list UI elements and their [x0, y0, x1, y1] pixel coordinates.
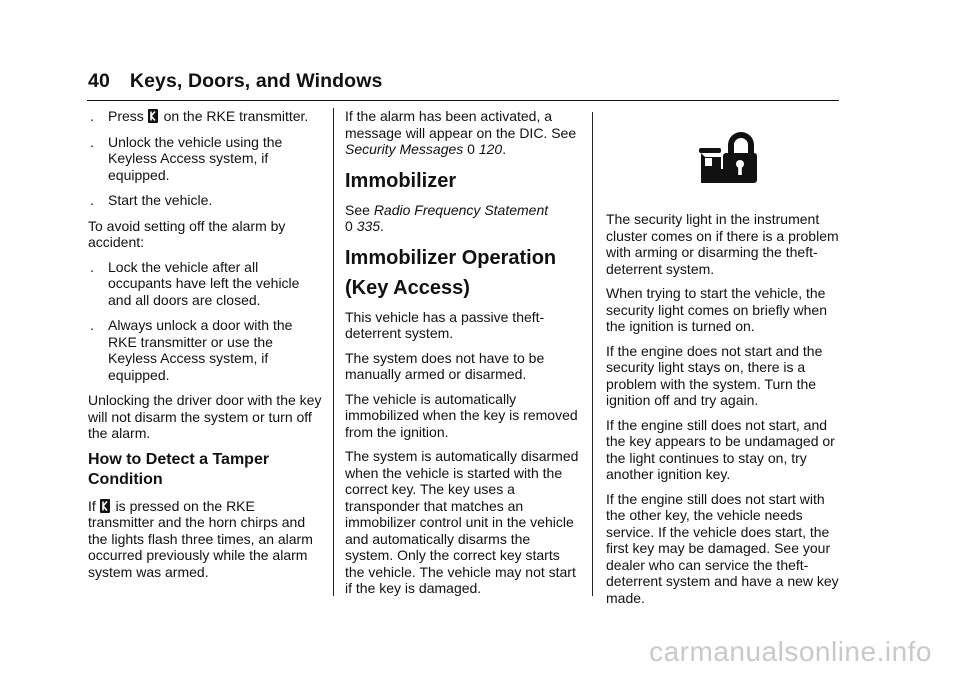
- paragraph: The security light in the instrument cluster comes on if there is a problem with arming or disarming the theft-deterrent system.: [606, 211, 839, 277]
- page-header: [88, 70, 382, 93]
- bullet-marker: .: [90, 258, 94, 275]
- paragraph: The vehicle is automatically immobilized when the key is removed from the ignition.: [345, 390, 578, 440]
- section-title: Keys, Doors, and Windows: [129, 70, 383, 92]
- list-item: . Press on the RKE transmitter.: [90, 108, 309, 124]
- bullet-marker: .: [90, 317, 94, 333]
- page-arrow-icon: 0: [467, 141, 475, 157]
- header-rule: [87, 100, 839, 101]
- paragraph: If the engine does not start and the security light stays on, there is a problem with the system. Turn the ignition off and try again.: [606, 342, 823, 408]
- page-reference[interactable]: 120: [478, 141, 503, 157]
- section-heading: How to Detect a Tamper Condition: [88, 450, 270, 488]
- bullet-marker: .: [90, 192, 94, 208]
- column-divider-1: [333, 108, 334, 596]
- column-2: [345, 108, 580, 605]
- paragraph: Unlocking the driver door with the key will not disarm the system or turn off the alarm.: [88, 392, 322, 441]
- bullet-marker: .: [90, 108, 94, 124]
- column-1: [88, 108, 324, 588]
- paragraph: See Radio Frequency Statement 0 335.: [345, 201, 549, 234]
- section-heading: Immobilizer: [345, 169, 457, 192]
- paragraph: This vehicle has a passive theft-deterrent system.: [345, 308, 545, 341]
- column-divider-2: [592, 112, 593, 596]
- security-lock-icon: [693, 131, 757, 185]
- key-fob-icon: [148, 109, 158, 123]
- list-item: . Always unlock a door with the RKE transmitter or use the Keyless Access system, if equipped.: [90, 317, 293, 383]
- list-item: . Start the vehicle.: [90, 192, 213, 208]
- bullet-marker: .: [90, 133, 94, 150]
- section-heading: Immobilizer Operation (Key Access): [345, 246, 557, 299]
- key-fob-icon: [100, 499, 110, 513]
- page-arrow-icon: 0: [345, 218, 353, 234]
- paragraph: The system does not have to be manually armed or disarmed.: [345, 349, 545, 382]
- watermark: carmanualsonline.info: [649, 636, 932, 667]
- paragraph: The system is automatically disarmed when the vehicle is started with the correct key. The key uses a transponder that matches an immobilizer control unit in the vehicle and automatically disarms the system. Only the correct key starts the vehicle. The vehicle may not start if the key is damaged.: [345, 448, 579, 596]
- list-item: . Unlock the vehicle using the Keyless Access system, if equipped.: [90, 133, 283, 183]
- paragraph: If the engine still does not start, and the key appears to be undamaged or the light continues to stay on, try another ignition key.: [606, 416, 835, 482]
- page-reference[interactable]: 335: [356, 218, 381, 234]
- paragraph: If the alarm has been activated, a message will appear on the DIC. See Security Messages 0 120.: [345, 108, 577, 157]
- paragraph: If is pressed on the RKE transmitter and the horn chirps and the lights flash three times, an alarm occurred previously while the alarm system was armed.: [88, 497, 313, 580]
- list-item: . Lock the vehicle after all occupants have left the vehicle and all doors are closed.: [90, 258, 300, 308]
- column-3: [606, 211, 842, 614]
- paragraph: When trying to start the vehicle, the security light comes on briefly when the ignition is turned on.: [606, 285, 827, 334]
- cross-reference[interactable]: Radio Frequency Statement: [373, 201, 549, 218]
- page-number: 40: [88, 70, 110, 92]
- paragraph: If the engine still does not start with the other key, the vehicle needs service. If the vehicle does start, the first key may be damaged. See your dealer who can service the theft-deterrent system and have a new key made.: [606, 490, 839, 606]
- paragraph: To avoid setting off the alarm by accident:: [88, 217, 286, 250]
- cross-reference[interactable]: Security Messages: [345, 141, 464, 157]
